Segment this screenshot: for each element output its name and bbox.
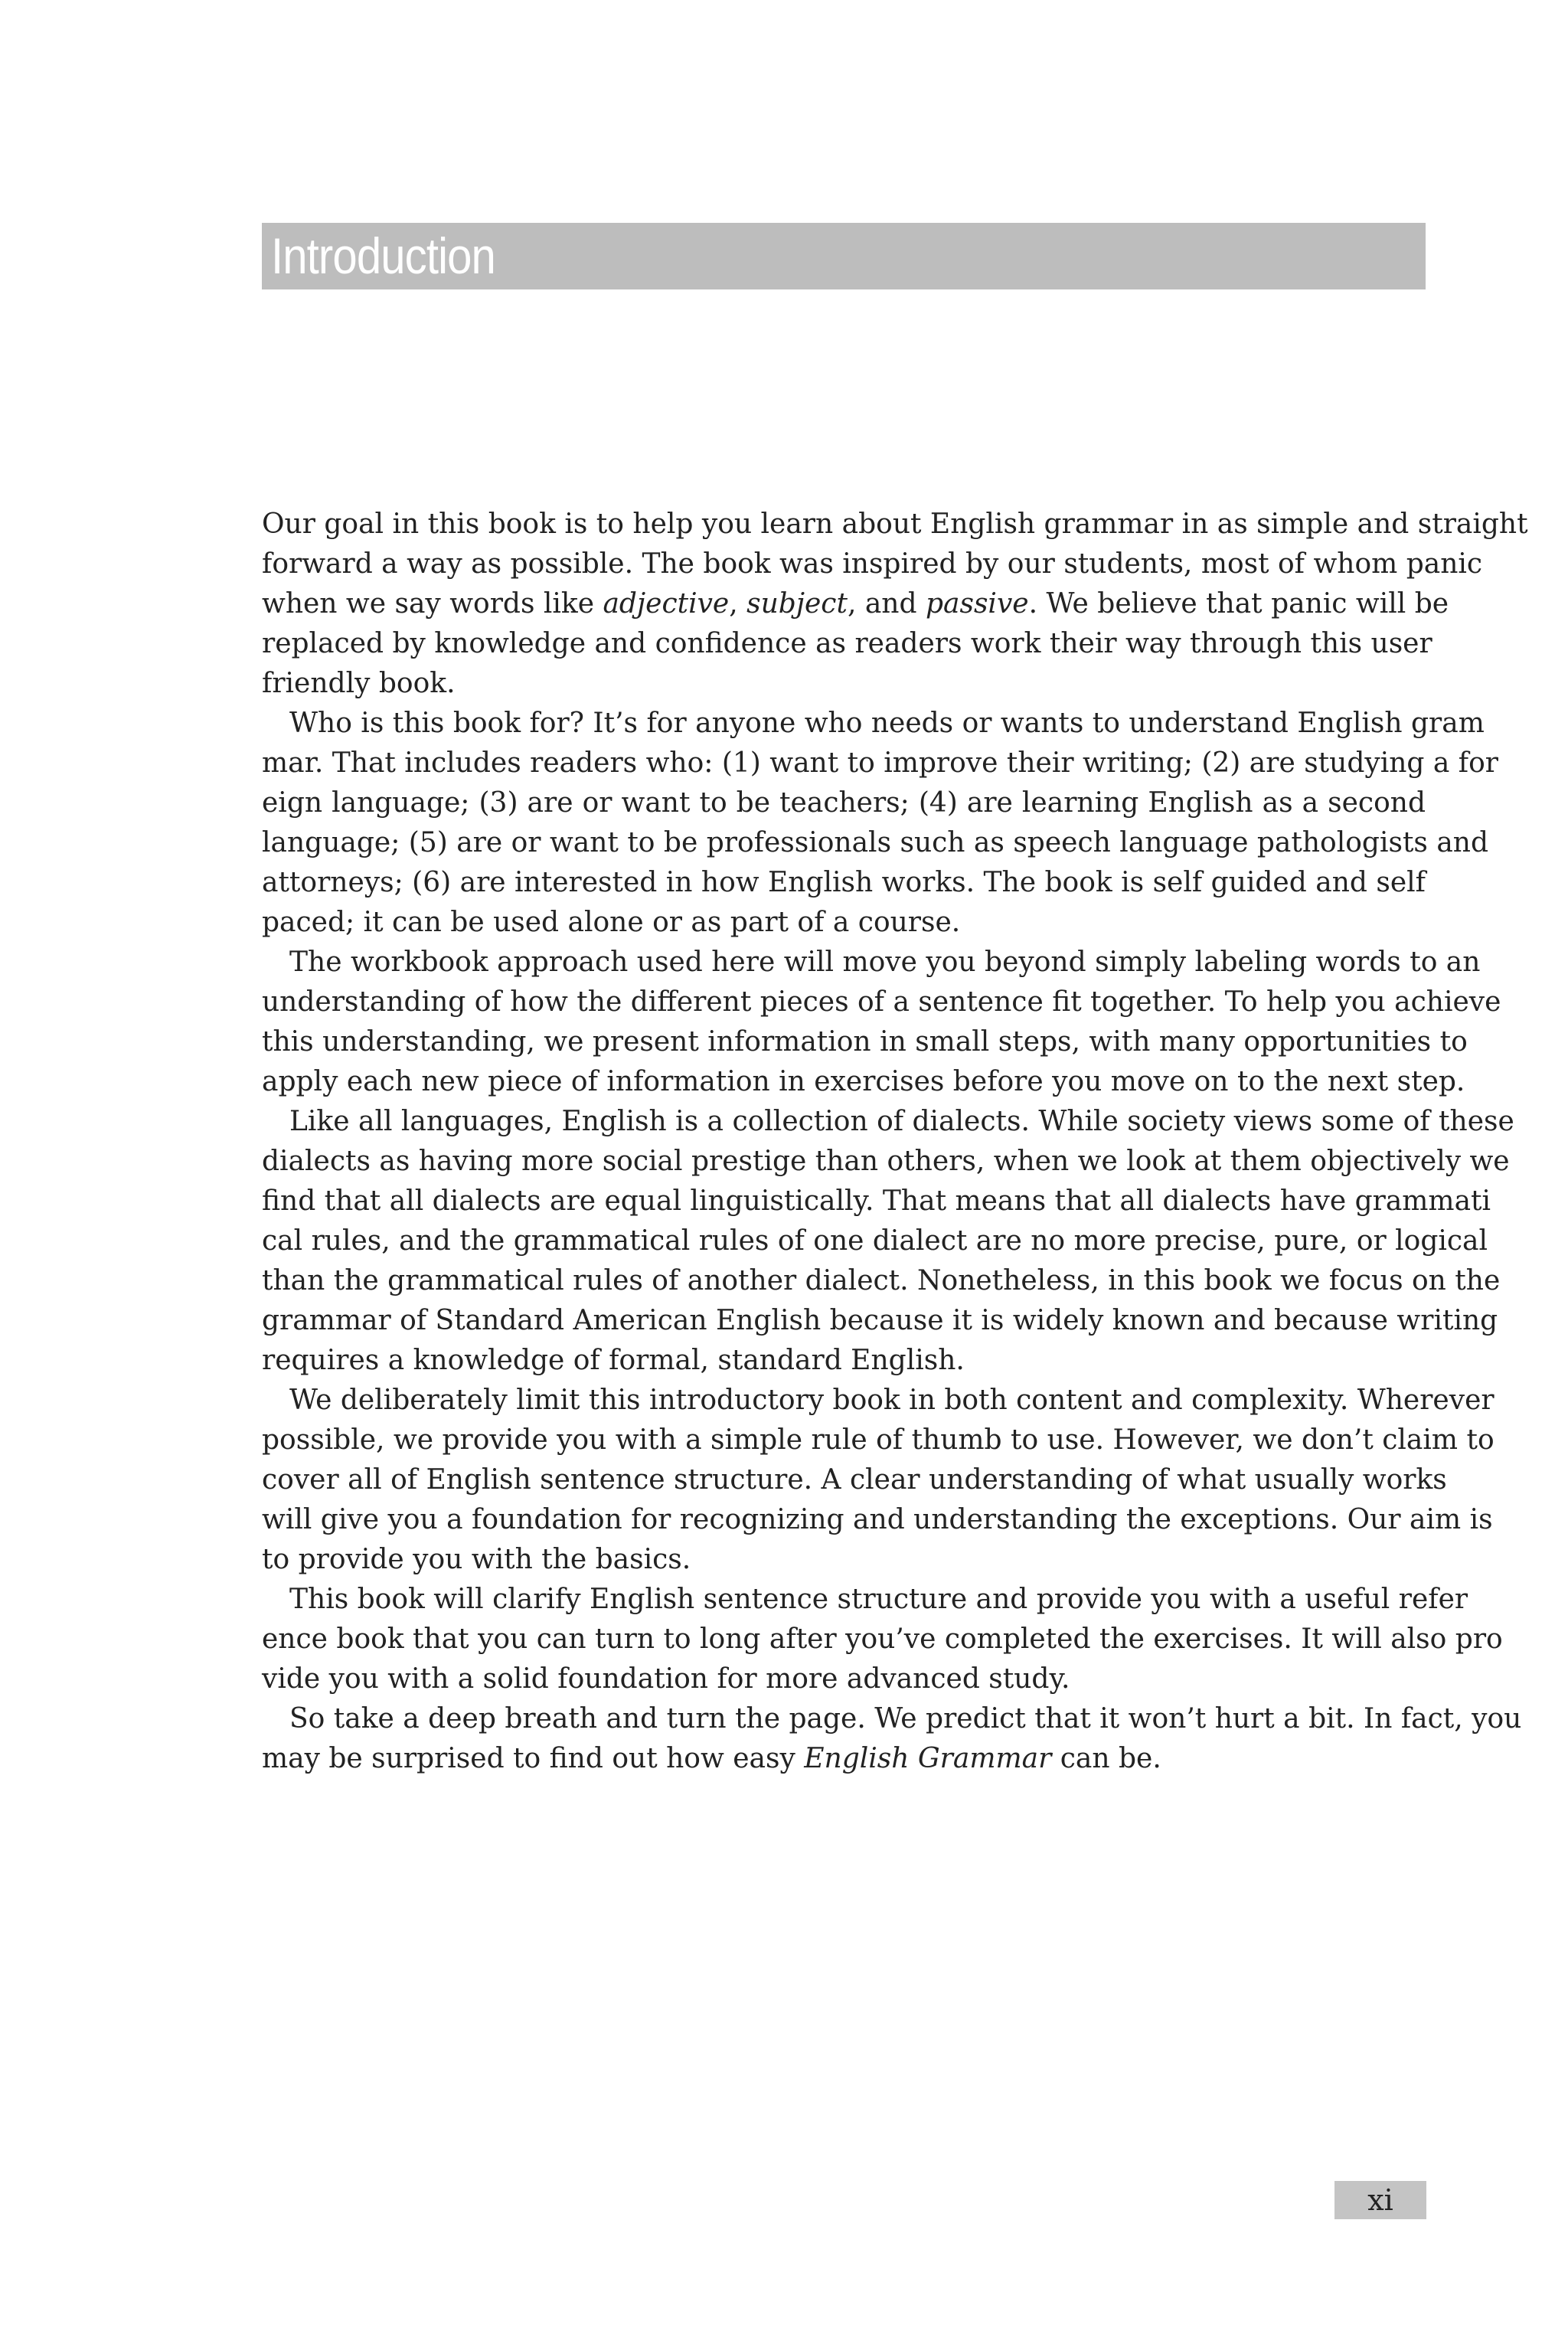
text-line: find that all dialects are equal linguistically. That means that all dialects have grammati — [262, 1185, 1491, 1217]
text-line: This book will clarify English sentence structure and provide you with a useful refer — [289, 1584, 1468, 1615]
text-line: mar. That includes readers who: (1) want to improve their writing; (2) are studying a for — [262, 747, 1499, 779]
chapter-title: Introduction — [271, 227, 495, 284]
italic-term: adjective — [603, 588, 730, 620]
text-line: language; (5) are or want to be professionals such as speech language pathologists and — [262, 827, 1489, 858]
italic-term: passive — [925, 588, 1029, 620]
text-line: friendly book. — [262, 668, 456, 699]
text-line: Our goal in this book is to help you learn about English grammar in as simple and straight — [262, 508, 1528, 540]
paragraph — [262, 1580, 1503, 1699]
paragraph — [262, 1381, 1494, 1580]
chapter-heading-bar — [262, 223, 1426, 289]
text-line: cal rules, and the grammatical rules of one dialect are no more precise, pure, or logical — [262, 1225, 1488, 1257]
text-line: possible, we provide you with a simple rule of thumb to use. However, we don’t claim to — [262, 1424, 1494, 1456]
text-line: So take a deep breath and turn the page. We predict that it won’t hurt a bit. In fact, you — [289, 1703, 1522, 1734]
text-line: will give you a foundation for recognizing and understanding the exceptions. Our aim is — [262, 1504, 1493, 1535]
body-text — [262, 505, 1528, 1779]
text-line: forward a way as possible. The book was inspired by our students, most of whom panic — [262, 548, 1483, 580]
paragraph — [262, 943, 1501, 1102]
text-line: than the grammatical rules of another dialect. Nonetheless, in this book we focus on the — [262, 1265, 1501, 1296]
text-line: ence book that you can turn to long after you’ve completed the exercises. It will also pro — [262, 1623, 1503, 1655]
page-number-box — [1334, 2181, 1426, 2219]
paragraph — [262, 704, 1499, 943]
text-line: apply each new piece of information in exercises before you move on to the next step. — [262, 1066, 1465, 1097]
paragraph — [262, 505, 1528, 704]
page-number: xi — [1367, 2183, 1393, 2217]
text-line: may be surprised to find out how easy English Grammar can be. — [262, 1743, 1161, 1774]
text-line: vide you with a solid foundation for more advanced study. — [262, 1663, 1070, 1695]
text-line: replaced by knowledge and confidence as readers work their way through this user — [262, 628, 1432, 659]
text-line: eign language; (3) are or want to be teachers; (4) are learning English as a second — [262, 787, 1426, 819]
text-line: to provide you with the basics. — [262, 1544, 691, 1575]
text-line: attorneys; (6) are interested in how English works. The book is self guided and self — [262, 867, 1426, 898]
text-line: Who is this book for? It’s for anyone who needs or wants to understand English gram — [289, 708, 1485, 739]
text-line: requires a knowledge of formal, standard English. — [262, 1345, 965, 1376]
text-line: grammar of Standard American English because it is widely known and because writing — [262, 1305, 1498, 1336]
text-line: when we say words like adjective, subject, and passive. We believe that panic will be — [262, 588, 1449, 620]
paragraph — [262, 1102, 1514, 1381]
text-line: We deliberately limit this introductory book in both content and complexity. Wherever — [289, 1385, 1494, 1416]
paragraph — [262, 1699, 1522, 1779]
text-line: paced; it can be used alone or as part of a course. — [262, 907, 961, 938]
text-line: Like all languages, English is a collection of dialects. While society views some of these — [289, 1106, 1514, 1137]
italic-term: subject — [746, 588, 848, 620]
text-line: this understanding, we present information in small steps, with many opportunities to — [262, 1026, 1468, 1058]
text-line: understanding of how the different pieces of a sentence fit together. To help you achieve — [262, 986, 1501, 1018]
text-line: The workbook approach used here will move you beyond simply labeling words to an — [289, 947, 1481, 978]
italic-term: English Grammar — [804, 1743, 1052, 1774]
text-line: cover all of English sentence structure. A clear understanding of what usually works — [262, 1464, 1447, 1496]
text-line: dialects as having more social prestige than others, when we look at them objectively we — [262, 1146, 1510, 1177]
